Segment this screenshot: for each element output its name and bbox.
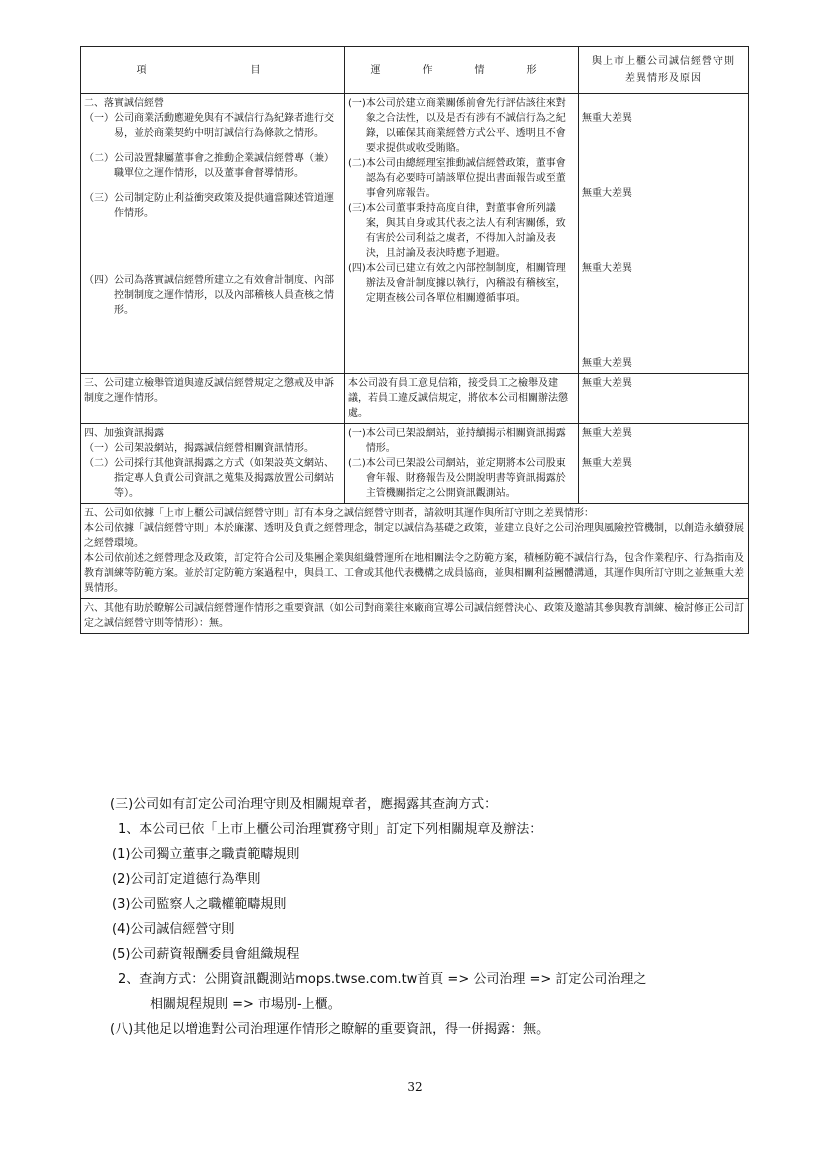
section3-item-cell: 三、公司建立檢舉管道與違反誠信經營規定之懲戒及申訴制度之運作情形。 [81,374,345,424]
section4-diff-2: 無重大差異 [582,458,632,469]
section4-diff-cell [579,424,749,504]
section2-diff-3: 無重大差異 [582,263,632,274]
governance-rules-section [110,794,750,1044]
header-item: 項 目 [81,47,345,94]
section5-paragraph-2: 本公司依前述之經營理念及政策，訂定符合公司及集團企業與組織營運所在地相關法令之防範方案，積極防範不誠信行為，包含作業程序、行為指南及教育訓練等防範方案。並於訂定防範方案過程中，與員工、工會或其他代表機構之成員協商，並與相關利益團體溝通，其運作與所訂守則之並無重大差異情形。 [84,553,744,594]
section2-status-2: (二) 本公司由總經理室推動誠信經營政策，董事會認為有必要時可請該單位提出書面報告或至董事會列席報告。 [348,158,566,199]
governance-item-2: 2、查詢方式：公開資訊觀測站mops.twse.com.tw首頁 => 公司治理 => 訂定公司治理之 [118,972,647,987]
section6-cell: 六、其他有助於瞭解公司誠信經營運作情形之重要資訊（如公司對商業往來廠商宣導公司誠信經營決心、政策及邀請其參與教育訓練、檢討修正公司訂定之誠信經營守則等情形）：無。 [81,599,749,634]
table-row-section-4 [81,424,749,504]
section2-item-1: （一） 公司商業活動應避免與有不誠信行為紀錄者進行交易，並於商業契約中明訂誠信行為條款之情形。 [84,113,334,139]
section3-status-cell: 本公司設有員工意見信箱，接受員工之檢舉及建議，若員工違反誠信規定，將依本公司相關辦法懲處。 [345,374,579,424]
governance-heading: (三)公司如有訂定公司治理守則及相關規章者，應揭露其查詢方式： [110,797,498,812]
rule-1: (1)公司獨立董事之職責範疇規則 [112,847,300,862]
section2-item-2: （二） 公司設置隸屬董事會之推動企業誠信經營專（兼）職單位之運作情形，以及董事會督導情形。 [84,153,334,179]
section2-status-cell [345,94,579,374]
section4-item-1: （一） 公司架設網站，揭露誠信經營相關資訊情形。 [84,443,314,454]
section4-diff-1: 無重大差異 [582,428,632,439]
governance-other-info: (八)其他足以增進對公司治理運作情形之瞭解的重要資訊，得一併揭露：無。 [110,1022,550,1037]
table-row-section-3 [81,374,749,424]
section2-diff-2: 無重大差異 [582,188,632,199]
section4-title: 四、加強資訊揭露 [84,428,164,439]
section4-status-1: (一) 本公司已架設網站，並持續揭示相關資訊揭露情形。 [348,428,566,454]
section2-status-3: (三) 本公司董事秉持高度自律，對董事會所列議案，與其自身或其代表之法人有利害關係，致有害於公司利益之虞者，不得加入討論及表決，且討論及表決時應予迴避。 [348,203,566,259]
integrity-management-table [80,46,749,634]
page-number: 32 [407,1080,423,1094]
section2-diff-cell [579,94,749,374]
table-row-section-6 [81,599,749,634]
section2-item-4: （四） 公司為落實誠信經營所建立之有效會計制度、內部控制制度之運作情形，以及內部稽核人員查核之情形。 [84,275,334,316]
section2-item-cell [81,94,345,374]
section2-title: 二、落實誠信經營 [84,98,164,109]
section3-diff-cell: 無重大差異 [579,374,749,424]
section4-status-2: (二) 本公司已架設公司網站，並定期將本公司股東會年報、財務報告及公開說明書等資訊揭露於主管機關指定之公開資訊觀測站。 [348,458,566,499]
section2-diff-4: 無重大差異 [582,358,632,369]
section2-status-4: (四) 本公司已建立有效之內部控制制度，相關管理辦法及會計制度據以執行，內稽設有稽核室，定期查核公司各單位相關遵循事項。 [348,263,566,304]
rule-5: (5)公司薪資報酬委員會組織規程 [112,947,300,962]
governance-item-1: 1、本公司已依「上市上櫃公司治理實務守則」訂定下列相關規章及辦法： [118,822,543,837]
table-row-section-2 [81,94,749,374]
section5-heading: 五、公司如依據「上市上櫃公司誠信經營守則」訂有本身之誠信經營守則者，請敘明其運作與所訂守則之差異情形： [84,508,594,519]
rule-4: (4)公司誠信經營守則 [112,922,235,937]
section4-item-2: （二） 公司採行其他資訊揭露之方式（如架設英文網站、指定專人負責公司資訊之蒐集及揭露放置公司網站等）。 [84,458,334,499]
table-header-row [81,47,749,94]
governance-item-2-cont: 相關規程規則 => 市場別-上櫃。 [150,997,341,1012]
section2-status-1: (一) 本公司於建立商業關係前會先行評估該往來對象之合法性，以及是否有涉有不誠信行為之紀錄，以確保其商業經營方式公平、透明且不會要求提供或收受賄賂。 [348,98,566,154]
section4-status-cell [345,424,579,504]
rule-3: (3)公司監察人之職權範疇規則 [112,897,287,912]
header-status: 運 作 情 形 [345,47,579,94]
header-diff: 與上市上櫃公司誠信經營守則差異情形及原因 [579,47,749,94]
section5-paragraph-1: 本公司依據「誠信經營守則」本於廉潔、透明及負責之經營理念，制定以誠信為基礎之政策，並建立良好之公司治理與風險控管機制，以創造永續發展之經營環境。 [84,523,744,549]
section2-item-3: （三） 公司制定防止利益衝突政策及提供適當陳述管道運作情形。 [84,193,334,219]
rule-2: (2)公司訂定道德行為準則 [112,872,261,887]
section2-diff-1: 無重大差異 [582,113,632,124]
section4-item-cell [81,424,345,504]
section5-cell [81,504,749,599]
table-row-section-5 [81,504,749,599]
